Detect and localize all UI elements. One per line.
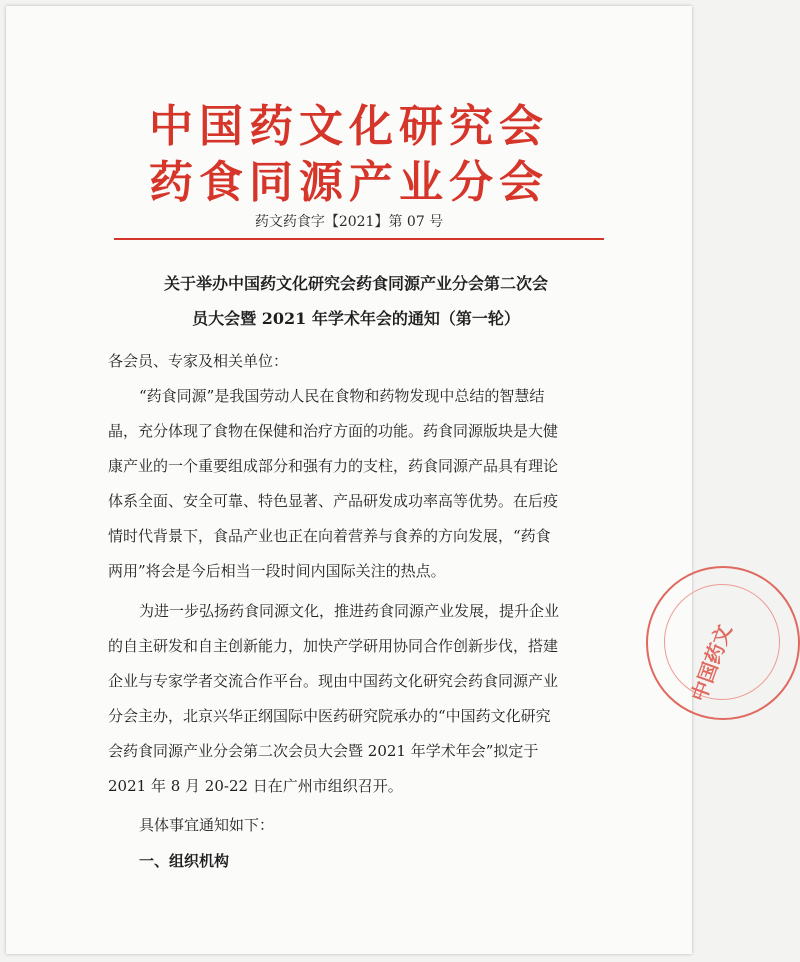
paragraph-2-line: 为进一步弘扬药食同源文化，推进药食同源产业发展，提升企业 — [139, 602, 560, 620]
notice-title-line-2: 员大会暨 2021 年学术年会的通知（第一轮） — [192, 309, 520, 328]
paragraph-1-line: 康产业的一个重要组成部分和强有力的支柱，药食同源产品具有理论 — [108, 457, 559, 475]
paragraph-2-line: 的自主研发和自主创新能力，加快产学研用协同合作创新步伐，搭建 — [108, 637, 559, 655]
document-page — [6, 6, 737, 954]
red-divider-line — [114, 238, 604, 240]
paragraph-2-line: 企业与专家学者交流合作平台。现由中国药文化研究会药食同源产业 — [108, 672, 559, 690]
paragraph-1-line: 体系全面、安全可靠、特色显著、产品研发成功率高等优势。在后疫 — [108, 492, 559, 510]
paragraph-2-line: 分会主办，北京兴华正纲国际中医药研究院承办的“中国药文化研究 — [108, 707, 551, 725]
paragraph-2-line: 会药食同源产业分会第二次会员大会暨 2021 年学术年会”拟定于 — [108, 742, 539, 760]
section-heading-organization: 一、组织机构 — [139, 852, 230, 870]
notice-title-line-1: 关于举办中国药文化研究会药食同源产业分会第二次会 — [163, 274, 548, 293]
paragraph-1-line: “药食同源”是我国劳动人民在食物和药物发现中总结的智慧结 — [139, 387, 545, 405]
paragraph-1-line: 情时代背景下，食品产业也正在向着营养与食养的方向发展，“药食 — [108, 527, 551, 545]
salutation: 各会员、专家及相关单位： — [108, 352, 289, 370]
paragraph-1-line: 两用”将会是今后相当一段时间内国际关注的热点。 — [108, 562, 446, 580]
paragraph-2-line: 2021 年 8 月 20-22 日在广州市组织召开。 — [108, 777, 403, 795]
paragraph-3: 具体事宜通知如下： — [139, 816, 275, 834]
official-seal — [646, 566, 800, 720]
branch-name-header: 药食同源产业分会 — [149, 157, 549, 208]
org-name-header: 中国药文化研究会 — [149, 101, 549, 152]
paragraph-1-line: 晶，充分体现了食物在保健和治疗方面的功能。药食同源版块是大健 — [108, 422, 559, 440]
seal-char: 中国药文 — [686, 621, 737, 705]
document-number: 药文药食字【2021】第 07 号 — [254, 214, 444, 230]
